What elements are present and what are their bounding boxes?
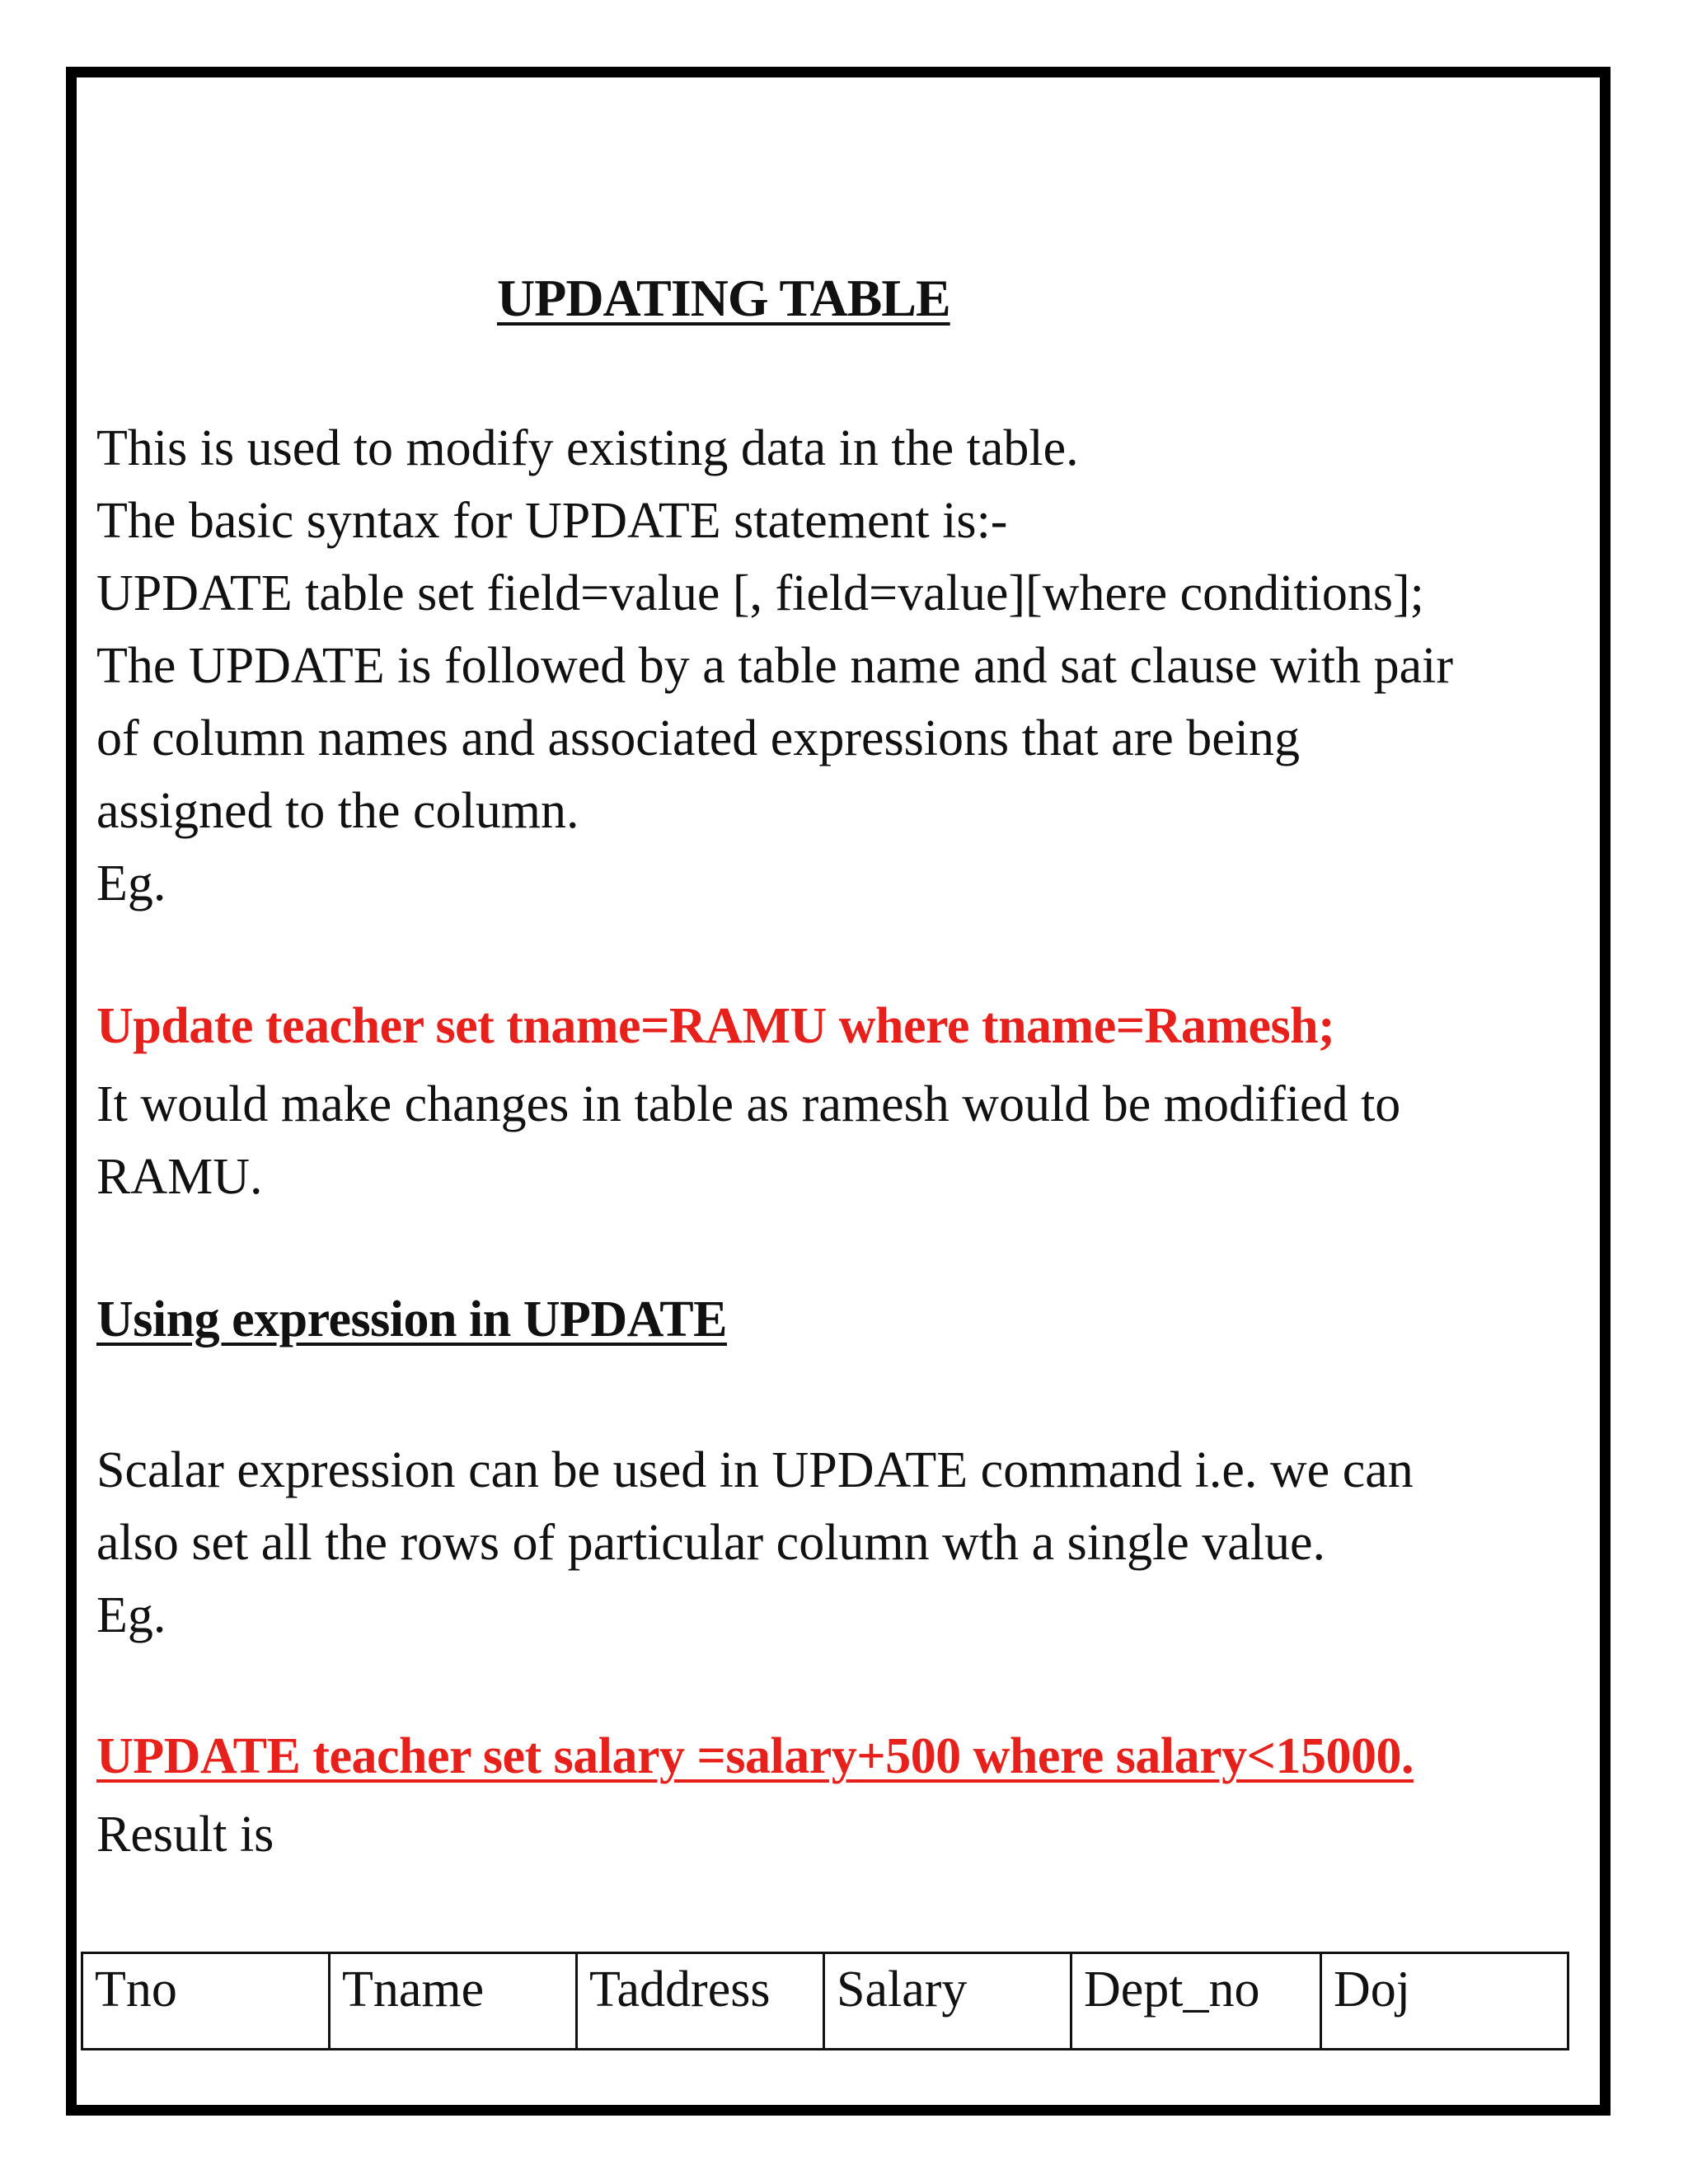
page-title: UPDATING TABLE	[497, 269, 950, 327]
intro-line-2: The basic syntax for UPDATE statement is:-	[96, 493, 1008, 549]
syntax-line: UPDATE table set field=value [, field=value][where conditions];	[96, 565, 1424, 621]
column-header-tname: Tname	[330, 1953, 577, 2050]
eg-label-2: Eg.	[96, 1587, 166, 1643]
result-label: Result is	[96, 1807, 274, 1863]
section-2-line-1: Scalar expression can be used in UPDATE command i.e. we can	[96, 1442, 1414, 1498]
eg-label-1: Eg.	[96, 855, 166, 912]
intro-line-4: The UPDATE is followed by a table name and sat clause with pair	[96, 638, 1453, 694]
column-header-tno: Tno	[82, 1953, 330, 2050]
column-header-salary: Salary	[824, 1953, 1071, 2050]
result-table	[81, 1952, 1569, 2050]
section-2-heading: Using expression in UPDATE	[96, 1291, 727, 1347]
example-1-code: Update teacher set tname=RAMU where tname=Ramesh;	[96, 998, 1335, 1054]
intro-line-1: This is used to modify existing data in the table.	[96, 420, 1079, 476]
intro-line-6: assigned to the column.	[96, 783, 579, 839]
intro-line-5: of column names and associated expressions that are being	[96, 710, 1300, 766]
example-1-explain-line-1: It would make changes in table as ramesh would be modified to	[96, 1076, 1401, 1132]
example-2-code: UPDATE teacher set salary =salary+500 where salary<15000.	[96, 1728, 1414, 1784]
column-header-taddress: Taddress	[577, 1953, 824, 2050]
column-header-dept-no: Dept_no	[1071, 1953, 1321, 2050]
table-header-row	[82, 1953, 1568, 2050]
section-2-line-2: also set all the rows of particular column wth a single value.	[96, 1515, 1326, 1571]
column-header-doj: Doj	[1321, 1953, 1568, 2050]
example-1-explain-line-2: RAMU.	[96, 1149, 263, 1205]
